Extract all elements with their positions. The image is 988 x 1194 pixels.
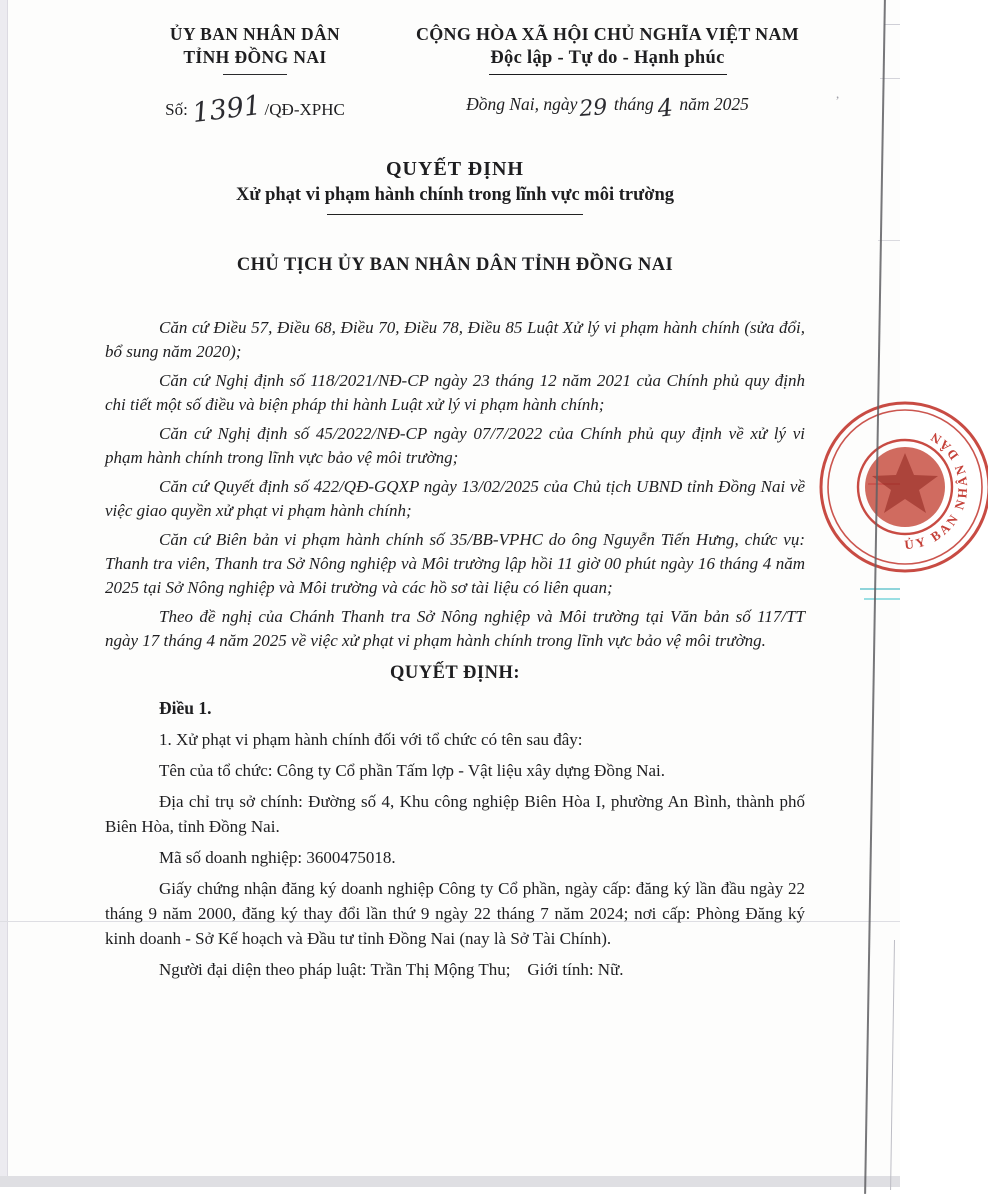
title-block (105, 158, 805, 215)
document-number-handwritten: 1391 (190, 89, 263, 130)
scan-ink-speck: , (836, 86, 840, 101)
document-title: QUYẾT ĐỊNH (386, 158, 524, 180)
scan-cyan-mark-2 (864, 598, 900, 600)
article-1-para-2: Tên của tổ chức: Công ty Cổ phần Tấm lợp - Vật liệu xây dựng Đồng Nai. (159, 761, 665, 780)
title-rule (327, 214, 583, 215)
scan-gray-mark-1 (884, 24, 900, 25)
issuer-block (105, 24, 405, 130)
recital-5: Căn cứ Biên bản vi phạm hành chính số 35/BB-VPHC do ông Nguyễn Tiến Hưng, chức vụ: Thanh tra viên, Thanh tra Sở Nông nghiệp và Môi trường lập hồi 11 giờ 00 phút ngày 16 tháng 4 năm 2025 tại Sở Nông nghiệp và Môi trường và các hồ sơ tài liệu có liên quan; (105, 530, 805, 597)
national-line2: Độc lập - Tự do - Hạnh phúc (490, 48, 725, 68)
article-1-heading: Điều 1. (159, 698, 212, 718)
dateline-pre: Đồng Nai, ngày (466, 94, 578, 114)
decision-heading: QUYẾT ĐỊNH: (389, 663, 521, 683)
recital-2: Căn cứ Nghị định số 118/2021/NĐ-CP ngày 23 tháng 12 năm 2021 của Chính phủ quy định chi tiết một số điều và biện pháp thi hành Luật xử lý vi phạm hành chính; (105, 371, 805, 414)
national-motto-block (410, 24, 805, 123)
article-1-para-6: Người đại diện theo pháp luật: Trần Thị Mộng Thu; Giới tính: Nữ. (159, 960, 624, 979)
recital-1: Căn cứ Điều 57, Điều 68, Điều 70, Điều 78, Điều 85 Luật Xử lý vi phạm hành chính (sửa đổi, bổ sung năm 2020); (105, 318, 805, 361)
recital-4: Căn cứ Quyết định số 422/QĐ-GQXP ngày 13/02/2025 của Chủ tịch UBND tỉnh Đồng Nai về việc giao quyền xử phạt vi phạm hành chính; (105, 477, 805, 520)
dateline-mid: tháng (613, 94, 654, 114)
scan-left-edge-band (0, 0, 7, 1187)
document-number-suffix: /QĐ-XPHC (264, 100, 345, 119)
document-content (105, 24, 805, 988)
document-subtitle: Xử phạt vi phạm hành chính trong lĩnh vực môi trường (236, 185, 674, 205)
article-1-section (105, 696, 805, 982)
scan-left-edge-line (7, 0, 8, 1187)
recital-6: Theo đề nghị của Chánh Thanh tra Sở Nông nghiệp và Môi trường tại Văn bản số 117/TT ngày 17 tháng 4 năm 2025 về việc xử phạt vi phạm hành chính trong lĩnh vực bảo vệ môi trường. (105, 607, 805, 650)
document-header (105, 24, 805, 130)
scan-vertical-line (864, 0, 886, 1194)
article-1-para-1: 1. Xử phạt vi phạm hành chính đối với tổ chức có tên sau đây: (159, 730, 583, 749)
scan-vertical-line-2 (890, 940, 895, 1190)
issuer-rule (223, 74, 287, 75)
motto-rule (489, 74, 727, 75)
issuer-line2: TỈNH ĐỒNG NAI (183, 47, 327, 67)
article-1-para-3: Địa chỉ trụ sở chính: Đường số 4, Khu công nghiệp Biên Hòa I, phường An Bình, thành phố Biên Hòa, tỉnh Đồng Nai. (105, 792, 805, 836)
issuing-authority: CHỦ TỊCH ỦY BAN NHÂN DÂN TỈNH ĐỒNG NAI (236, 255, 674, 275)
issuer-line1: ỦY BAN NHÂN DÂN (169, 24, 341, 44)
scan-cyan-mark-1 (860, 588, 900, 590)
document-number-prefix: Số: (165, 100, 188, 119)
dateline-month-handwritten: 4 (655, 93, 675, 123)
dateline-day-handwritten: 29 (578, 95, 609, 122)
recital-3: Căn cứ Nghị định số 45/2022/NĐ-CP ngày 07/7/2022 của Chính phủ quy định về xử lý vi phạm hành chính trong lĩnh vực bảo vệ môi trường; (105, 424, 805, 467)
seal-arc-text: ỦY BAN NHÂN DÂN (903, 428, 971, 553)
document-number (105, 89, 405, 130)
recitals-section (105, 316, 805, 653)
place-date-line (410, 88, 805, 123)
article-1-para-4: Mã số doanh nghiệp: 3600475018. (159, 848, 396, 867)
scan-bottom-edge-band (0, 1176, 900, 1187)
article-1-para-5: Giấy chứng nhận đăng ký doanh nghiệp Công ty Cổ phần, ngày cấp: đăng ký lần đầu ngày 22 tháng 9 năm 2000, đăng ký thay đổi lần thứ 9 ngày 22 tháng 7 năm 2024; nơi cấp: Phòng Đăng ký kinh doanh - Sở Kế hoạch và Đầu tư tỉnh Đồng Nai (nay là Sở Tài Chính). (105, 879, 805, 948)
official-seal (818, 395, 988, 585)
dateline-post: năm 2025 (679, 94, 749, 114)
national-line1: CỘNG HÒA XÃ HỘI CHỦ NGHĨA VIỆT NAM (415, 24, 800, 44)
